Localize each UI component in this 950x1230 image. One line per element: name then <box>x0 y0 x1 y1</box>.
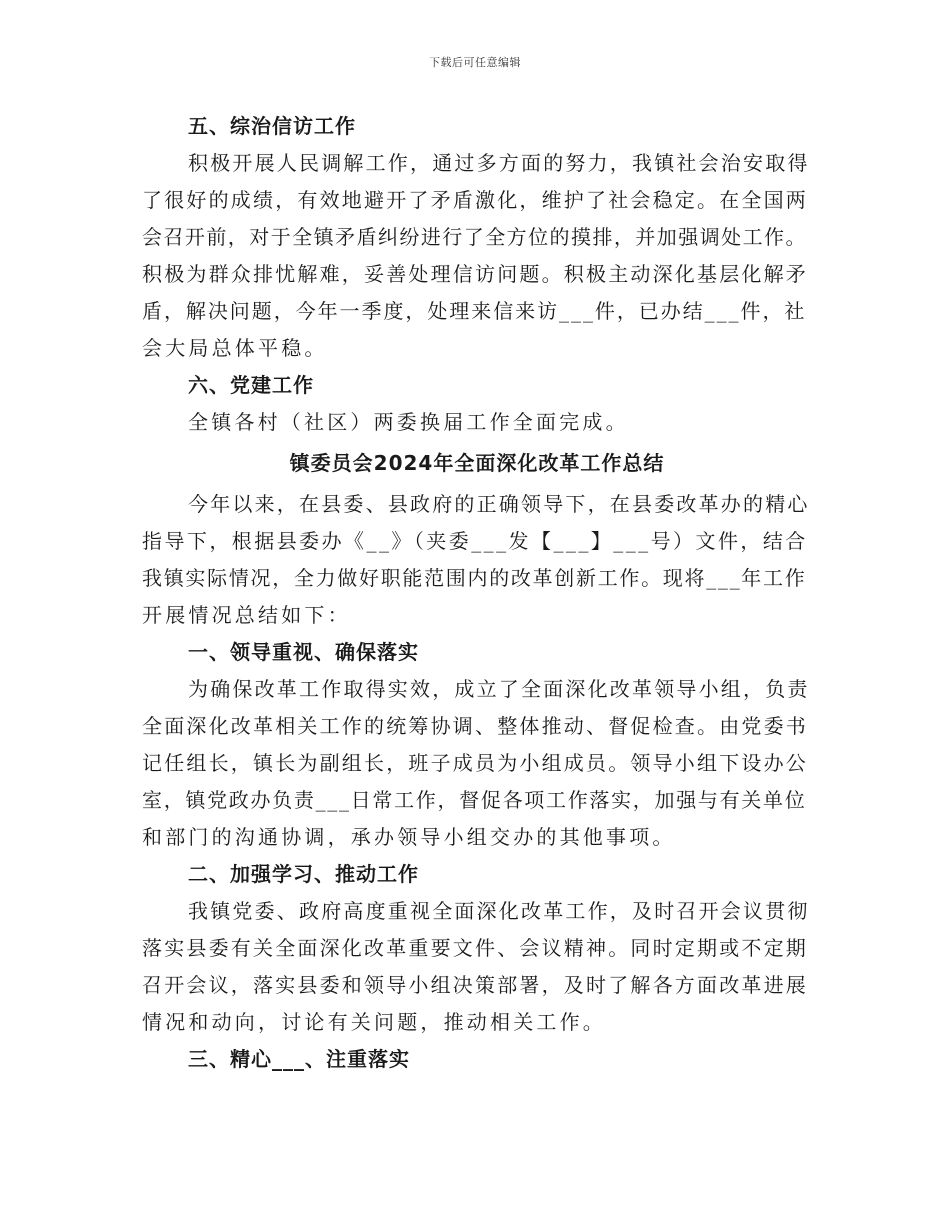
section-heading: 五、综治信访工作 <box>188 114 356 138</box>
paragraph-line: 指导下，根据县委办《__》（夹委___发【___】___号）文件，结合 <box>142 529 808 553</box>
paragraph-line: 全面深化改革相关工作的统筹协调、整体推动、督促检查。由党委书 <box>142 714 808 738</box>
section-heading: 六、党建工作 <box>188 373 314 397</box>
paragraph-line: 我镇实际情况，全力做好职能范围内的改革创新工作。现将___年工作 <box>142 566 807 590</box>
paragraph-line: 盾，解决问题，今年一季度，处理来信来访___件，已办结___件，社 <box>142 299 807 323</box>
paragraph-line: 记任组长，镇长为副组长，班子成员为小组成员。领导小组下设办公 <box>142 751 808 775</box>
paragraph-line: 会大局总体平稳。 <box>142 336 328 360</box>
section-heading: 一、领导重视、确保落实 <box>188 640 419 664</box>
document-title: 镇委员会2024年全面深化改革工作总结 <box>289 451 665 475</box>
header-note: 下载后可任意编辑 <box>429 56 521 69</box>
paragraph-line: 室，镇党政办负责___日常工作，督促各项工作落实，加强与有关单位 <box>142 788 807 812</box>
document-body <box>142 108 812 1078</box>
paragraph-line: 情况和动向，讨论有关问题，推动相关工作。 <box>142 1010 606 1034</box>
paragraph-line: 今年以来，在县委、县政府的正确领导下，在县委改革办的精心 <box>188 492 810 516</box>
paragraph-line: 积极为群众排忧解难，妥善处理信访问题。积极主动深化基层化解矛 <box>142 262 808 286</box>
paragraph-line: 全镇各村（社区）两委换届工作全面完成。 <box>188 410 629 434</box>
section-heading: 二、加强学习、推动工作 <box>188 862 419 886</box>
paragraph-line: 我镇党委、政府高度重视全面深化改革工作，及时召开会议贯彻 <box>188 899 810 923</box>
paragraph-line: 积极开展人民调解工作，通过多方面的努力，我镇社会治安取得 <box>188 151 810 175</box>
paragraph-line: 为确保改革工作取得实效，成立了全面深化改革领导小组，负责 <box>188 677 810 701</box>
paragraph-line: 会召开前，对于全镇矛盾纠纷进行了全方位的摸排，并加强调处工作。 <box>142 225 807 249</box>
paragraph-line: 和部门的沟通协调，承办领导小组交办的其他事项。 <box>142 825 676 849</box>
paragraph-line: 了很好的成绩，有效地避开了矛盾激化，维护了社会稳定。在全国两 <box>142 188 808 212</box>
paragraph-line: 召开会议，落实县委和领导小组决策部署，及时了解各方面改革进展 <box>142 973 808 997</box>
paragraph-line: 落实县委有关全面深化改革重要文件、会议精神。同时定期或不定期 <box>142 936 808 960</box>
paragraph-line: 开展情况总结如下： <box>142 603 351 627</box>
section-heading: 三、精心___、注重落实 <box>188 1047 410 1071</box>
